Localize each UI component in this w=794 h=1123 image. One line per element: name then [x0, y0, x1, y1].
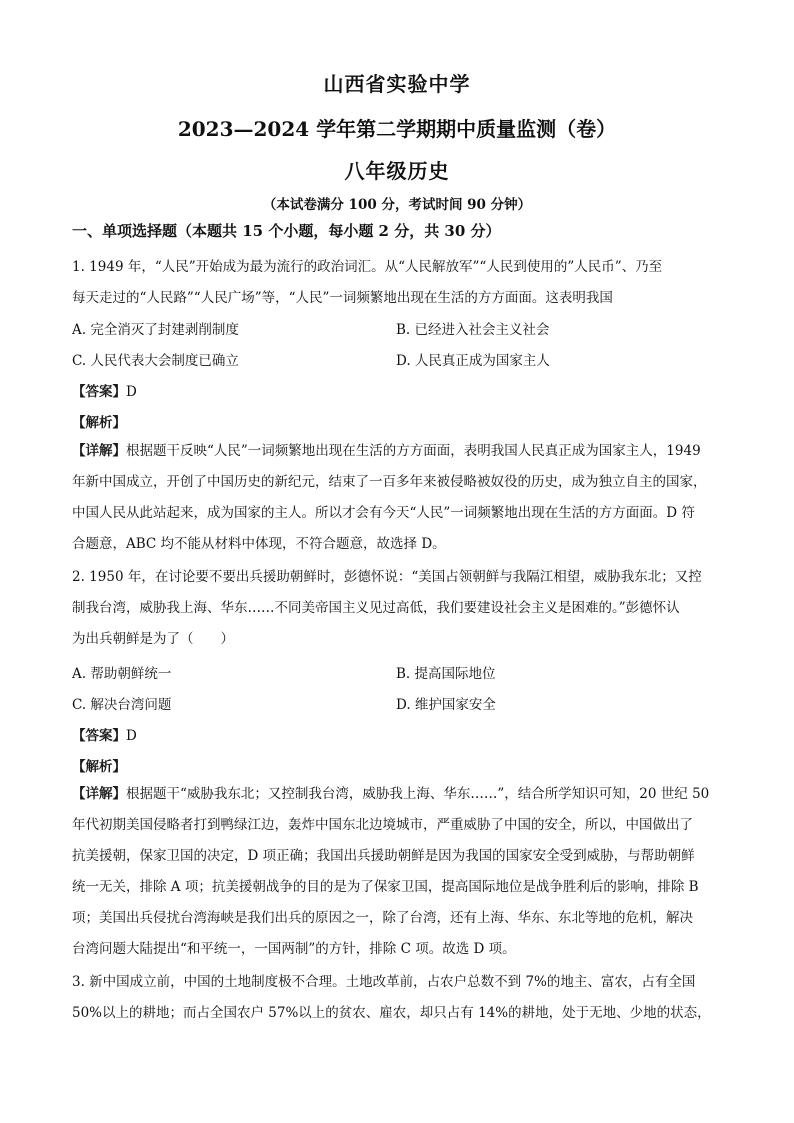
q2-option-a: A. 帮助朝鲜统一 — [72, 666, 172, 682]
q1-analysis-tag: 【解析】 — [72, 415, 126, 431]
q1-line-2: 每天走过的“人民路”“人民广场”等，“人民”一词频繁地出现在生活的方方面面。这表明我国 — [72, 290, 613, 306]
answer-tag: 【答案】 — [72, 384, 126, 400]
q2-option-b: B. 提高国际地位 — [396, 666, 496, 682]
detail-tag: 【详解】 — [72, 443, 126, 459]
q1-option-a: A. 完全消灭了封建剥削制度 — [72, 322, 239, 338]
q3-line-1: 3. 新中国成立前，中国的土地制度极不合理。土地改革前，占农户总数不到 7%的地主、富农，占有全国 — [72, 974, 696, 990]
answer-value: D — [126, 384, 137, 400]
answer-tag: 【答案】 — [72, 728, 126, 744]
q2-line-1: 2. 1950 年，在讨论要不要出兵援助朝鲜时，彭德怀说：“美国占领朝鲜与我隔江相望，威胁我东北；又控 — [72, 569, 702, 585]
q2-option-c: C. 解决台湾问题 — [72, 697, 172, 713]
q1-option-c: C. 人民代表大会制度已确立 — [72, 353, 239, 369]
detail-text: 根据题干“威胁我东北；又控制我台湾，威胁我上海、华东……”，结合所学知识可知，20 世纪 50 — [126, 786, 710, 802]
answer-value: D — [126, 728, 137, 744]
q2-detail-line-6: 台湾问题大陆提出“和平统一，一国两制”的方针，排除 C 项。故选 D 项。 — [72, 941, 516, 957]
q3-line-2: 50%以上的耕地；而占全国农户 57%以上的贫农、雇农，却只占有 14%的耕地，处于无地、少地的状态， — [72, 1005, 711, 1021]
q1-answer — [72, 380, 137, 400]
q1-detail-line-4: 合题意，ABC 均不能从材料中体现，不符合题意，故选择 D。 — [72, 536, 446, 552]
detail-text: 根据题干反映“人民”一词频繁地出现在生活的方方面面，表明我国人民真正成为国家主人，1949 — [126, 443, 701, 459]
q1-detail-line-3: 中国人民从此站起来，成为国家的主人。所以才会有今天“人民”一词频繁地出现在生活的方方面面。D 符 — [72, 505, 695, 521]
q1-detail-line-1 — [72, 436, 732, 467]
exam-title: 2023—2024 学年第二学期期中质量监测（卷） — [177, 117, 617, 141]
q2-answer — [72, 724, 137, 744]
q2-detail-line-5: 项；美国出兵侵扰台湾海峡是我们出兵的原因之一，除了台湾，还有上海、华东、东北等地的危机，解决 — [72, 910, 693, 926]
school-title: 山西省实验中学 — [323, 72, 471, 96]
q2-detail-line-2: 年代初期美国侵略者打到鸭绿江边，轰炸中国东北边境城市，严重威胁了中国的安全，所以，中国做出了 — [72, 817, 693, 833]
section-heading: 一、单项选择题（本题共 15 个小题，每小题 2 分，共 30 分） — [72, 222, 501, 240]
q2-detail-line-3: 抗美援朝，保家卫国的决定，D 项正确；我国出兵援助朝鲜是因为我国的国家安全受到威胁，与帮助朝鲜 — [72, 848, 695, 864]
subject-title: 八年级历史 — [344, 159, 450, 183]
q1-option-b: B. 已经进入社会主义社会 — [396, 322, 550, 338]
q2-option-d: D. 维护国家安全 — [396, 697, 496, 713]
q2-detail-line-4: 统一无关，排除 A 项；抗美援朝战争的目的是为了保家卫国，提高国际地位是战争胜利后的影响，排除 B — [72, 879, 699, 895]
q2-detail-line-1 — [72, 779, 732, 810]
exam-note: （本试卷满分 100 分，考试时间 90 分钟） — [262, 197, 532, 213]
q2-line-3: 为出兵朝鲜是为了（ ） — [72, 631, 234, 647]
q1-line-1: 1. 1949 年，“人民”开始成为最为流行的政治词汇。从“人民解放军”“人民到使用的”人民币”、乃至 — [72, 259, 663, 275]
detail-tag: 【详解】 — [72, 786, 126, 802]
q2-line-2: 制我台湾，威胁我上海、华东……不同美帝国主义见过高低，我们要建设社会主义是困难的。”彭德怀认 — [72, 600, 680, 616]
q1-detail-line-2: 年新中国成立，开创了中国历史的新纪元，结束了一百多年来被侵略被奴役的历史，成为独立自主的国家， — [72, 474, 707, 490]
q1-option-d: D. 人民真正成为国家主人 — [396, 353, 550, 369]
q2-analysis-tag: 【解析】 — [72, 759, 126, 775]
